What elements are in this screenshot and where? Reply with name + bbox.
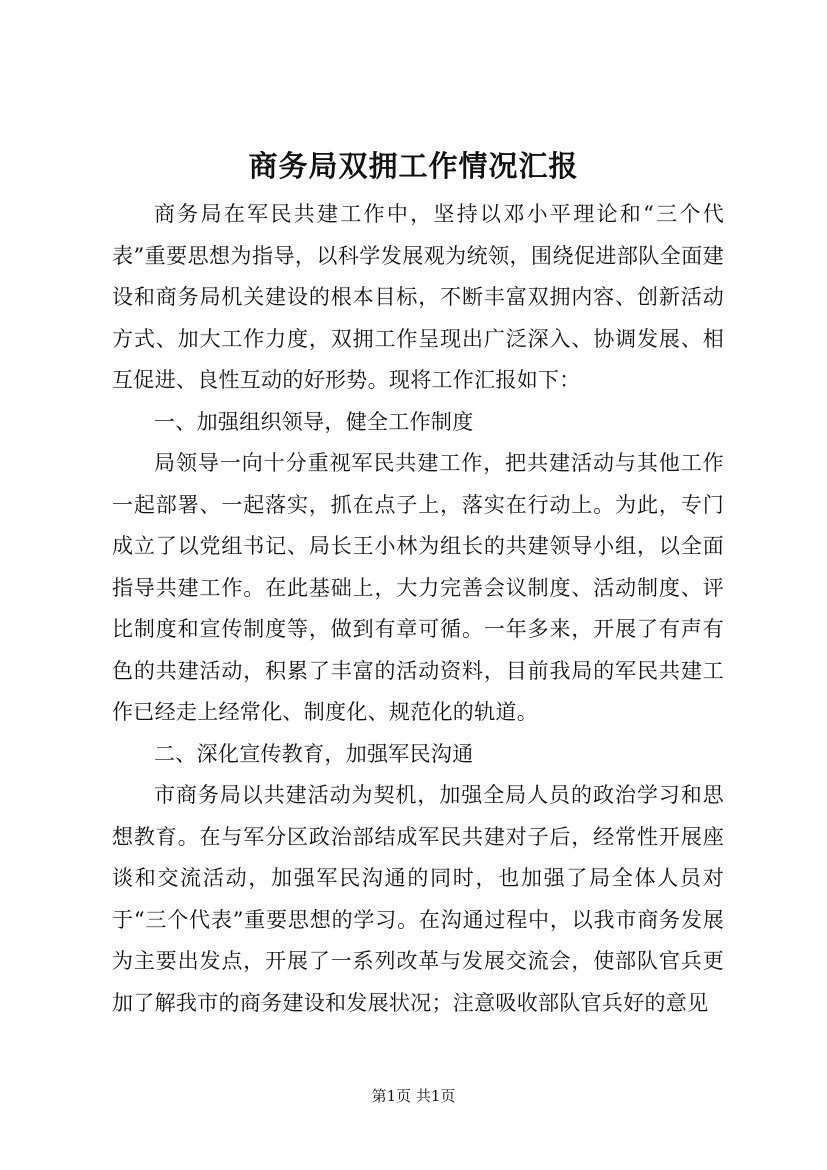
intro-paragraph: 商务局在军民共建工作中，坚持以邓小平理论和“三个代表”重要思想为指导，以科学发展观为统领，围绕促进部队全面建设和商务局机关建设的根本目标，不断丰富双拥内容、创新活动方式、加大工作力度，双拥工作呈现出广泛深入、协调发展、相互促进、良性互动的好形势。现将工作汇报如下： (112, 202, 724, 392)
section-heading-1: 一、加强组织领导，健全工作制度 (154, 409, 474, 434)
section-1-paragraph: 局领导一向十分重视军民共建工作，把共建活动与其他工作一起部署、一起落实，抓在点子上，落实在行动上。为此，专门成立了以党组书记、局长王小林为组长的共建领导小组，以全面指导共建工作。在此基础上，大力完善会议制度、活动制度、评比制度和宣传制度等，做到有章可循。一年多来，开展了有声有色的共建活动，积累了丰富的活动资料，目前我局的军民共建工作已经走上经常化、制度化、规范化的轨道。 (112, 451, 724, 724)
section-heading-2: 二、深化宣传教育，加强军民沟通 (154, 741, 474, 766)
document-body (112, 194, 724, 1024)
page-footer: 第1页 共1页 (371, 1087, 456, 1105)
document-title: 商务局双拥工作情况汇报 (248, 149, 579, 183)
section-2-paragraph: 市商务局以共建活动为契机，加强全局人员的政治学习和思想教育。在与军分区政治部结成军民共建对子后，经常性开展座谈和交流活动，加强军民沟通的同时，也加强了局全体人员对于“三个代表”重要思想的学习。在沟通过程中，以我市商务发展为主要出发点，开展了一系列改革与发展交流会，使部队官兵更加了解我市的商务建设和发展状况；注意吸收部队官兵好的意见 (112, 783, 724, 1015)
